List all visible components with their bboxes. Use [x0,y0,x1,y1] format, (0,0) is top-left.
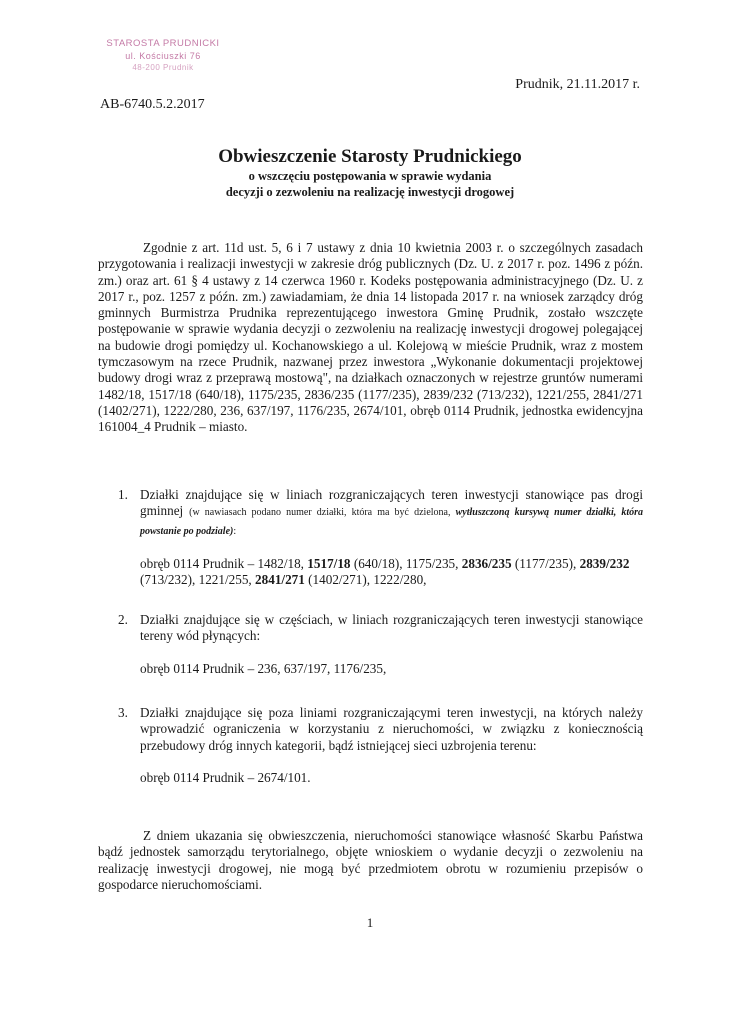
list-item-1 [118,487,643,588]
list-item-description: Działki znajdujące się w częściach, w liniach rozgraniczających teren inwestycji stanowiące tereny wód płynących: [140,612,643,644]
plot-text: (1402/271), 1222/280, [304,572,427,588]
case-reference: AB-6740.5.2.2017 [100,97,205,112]
place-and-date: Prudnik, 21.11.2017 r. [515,77,640,92]
plot-bold: 2836/235 [461,555,512,571]
plots-list: obręb 0114 Prudnik – 236, 637/197, 1176/235, [140,660,387,676]
document-title: Obwieszczenie Starosty Prudnickiego [218,146,522,167]
list-item-text [118,705,643,754]
list-item-text [118,612,643,645]
plot-text: obręb 0114 Prudnik – 1482/18, [140,555,308,571]
list-item-3 [118,705,643,786]
list-item-description: Działki znajdujące się w liniach rozgraniczających teren inwestycji stanowiące pas drogi gminnej [140,487,643,519]
list-number: 1. [118,487,128,502]
list-item-2 [118,612,643,677]
title-block [100,146,640,200]
list-number: 3. [118,705,128,720]
stamp-line-3: 48-200 Prudnik [132,63,194,72]
list-number: 2. [118,612,128,627]
list-item-text [118,487,643,540]
office-stamp [78,38,248,74]
plots-list: obręb 0114 Prudnik – 2674/101. [140,769,311,785]
plot-bold: 1517/18 [307,555,351,571]
closing-paragraph: Z dniem ukazania się obwieszczenia, nieruchomości stanowiące własność Skarbu Państwa bądź jednostek samorządu terytorialnego, objęte wnioskiem o wydanie decyzji o zezwoleniu na realizację inwestycji drogowej, nie mogą być przedmiotem obrotu w rozumieniu przepisów o gospodarce nieruchomościami. [98,828,643,892]
page-number: 1 [366,915,374,930]
stamp-line-1: STAROSTA PRUDNICKI [106,38,220,49]
stamp-line-2: ul. Kościuszki 76 [125,51,201,61]
plot-text: (640/18), 1175/235, [350,555,462,571]
plot-bold: 2839/232 [579,555,630,571]
list-item-description: Działki znajdujące się poza liniami rozgraniczającymi teren inwestycji, na których należy wprowadzić ograniczenia w korzystaniu z nieruchomości, w związku z koniecznością przebudowy dróg innych kategorii, bądź istniejącej sieci uzbrojenia terenu: [140,705,643,753]
subtitle-line-1: o wszczęciu postępowania w sprawie wydania [248,169,492,183]
plot-text: (1177/235), [511,555,580,571]
plot-text: (713/232), 1221/255, [140,572,256,588]
plot-bold: 2841/271 [255,572,305,588]
subtitle-line-2: decyzji o zezwoleniu na realizację inwestycji drogowej [225,185,515,199]
plots-list [118,556,643,589]
intro-paragraph: Zgodnie z art. 11d ust. 5, 6 i 7 ustawy z dnia 10 kwietnia 2003 r. o szczególnych zasadach przygotowania i realizacji inwestycji w zakresie dróg publicznych (Dz. U. z 2017 r. poz. 1496 z późn. zm.) oraz art. 61 § 4 ustawy z 14 czerwca 1960 r. Kodeks postępowania administracyjnego (Dz. U. z 2017 r., poz. 1257 z późn. zm.) zawiadamiam, że dnia 14 listopada 2017 r. na wniosek zarządcy dróg gminnych Burmistrza Prudnika reprezentującego inwestora Gminę Prudnik, zostało wszczęte postępowanie w sprawie wydania decyzji o zezwoleniu na realizację inwestycji drogowej polegającej na budowie drogi pomiędzy ul. Kochanowskiego a ul. Kolejową w mieście Prudnik, wraz z mostem tymczasowym na rzece Prudnik, nazwanej przez inwestora „Wykonanie dokumentacji projektowej budowy drogi wraz z przeprawą mostową", na działkach oznaczonych w rejestrze gruntów numerami 1482/18, 1517/18 (640/18), 1175/235, 2836/235 (1177/235), 2839/232 (713/232), 1221/255, 2841/271 (1402/271), 1222/280, 236, 637/197, 1176/235, 2674/101, obręb 0114 Prudnik, jednostka ewidencyjna 161004_4 Prudnik – miasto. [98,240,643,435]
list-item-note: (w nawiasach podano numer działki, która ma być dzielona, wytłuszczoną kursywą numer działki, która powstanie po podziale): [140,507,644,537]
